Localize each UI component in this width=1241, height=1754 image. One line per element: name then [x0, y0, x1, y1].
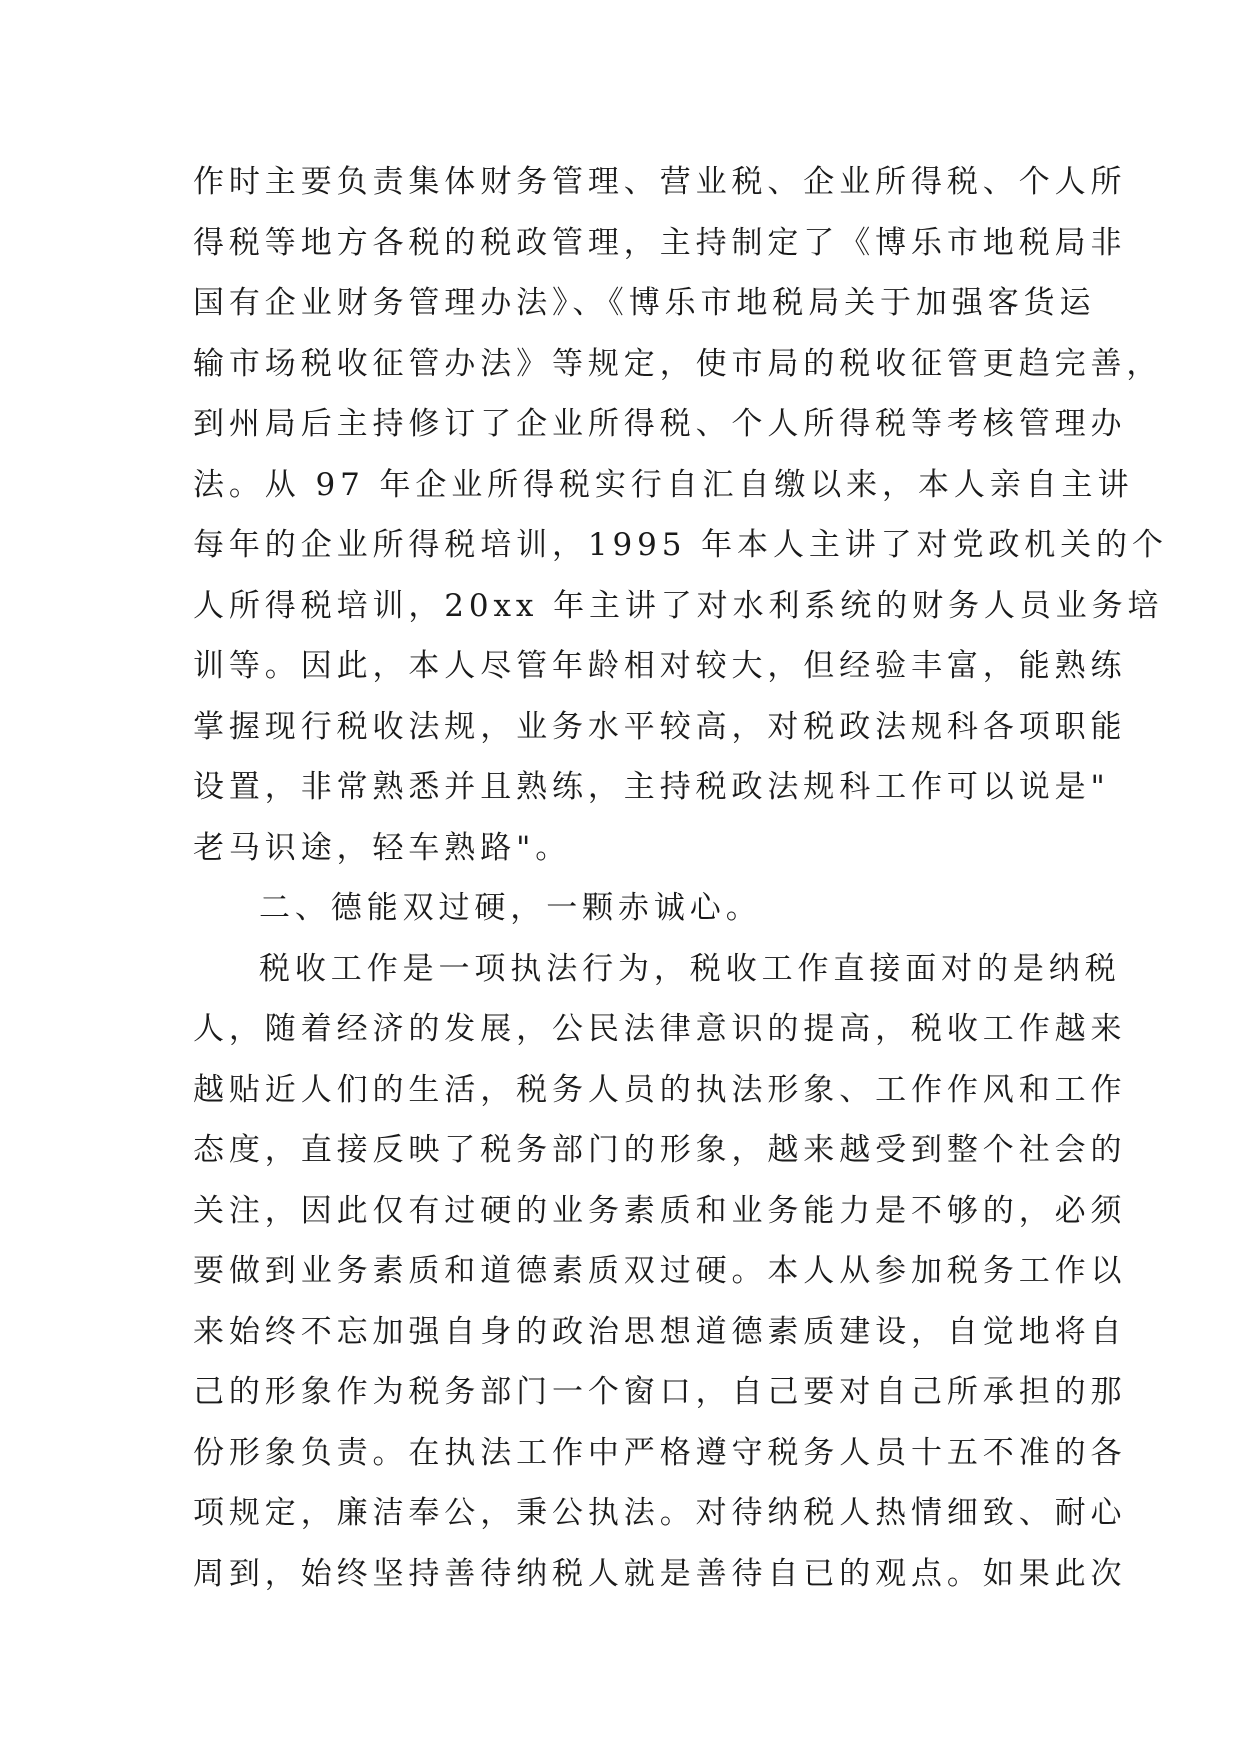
text-line: 设置，非常熟悉并且熟练，主持税政法规科工作可以说是": [193, 769, 1110, 805]
text-line: 老马识途，轻车熟路"。: [193, 829, 572, 866]
text-line: 到州局后主持修订了企业所得税、个人所得税等考核管理办: [193, 406, 1127, 442]
text-line: 关注，因此仅有过硬的业务素质和业务能力是不够的，必须: [193, 1192, 1127, 1229]
paragraph-first-line: 二、德能双过硬，一颗赤诚心。: [259, 890, 762, 926]
paragraph-first-line: 税收工作是一项执法行为，税收工作直接面对的是纳税: [259, 950, 1121, 987]
text-line: 每年的企业所得税培训，1995 年本人主讲了对党政机关的个: [193, 527, 1168, 563]
text-line: 输市场税收征管办法》等规定，使市局的税收征管更趋完善，: [193, 345, 1163, 382]
text-line: 项规定，廉洁奉公，秉公执法。对待纳税人热情细致、耐心: [193, 1495, 1127, 1531]
text-line: 态度，直接反映了税务部门的形象，越来越受到整个社会的: [193, 1132, 1127, 1168]
text-line: 周到，始终坚持善待纳税人就是善待自已的观点。如果此次: [193, 1555, 1127, 1592]
text-line: 掌握现行税收法规，业务水平较高，对税政法规科各项职能: [193, 708, 1127, 745]
text-line: 份形象负责。在执法工作中严格遵守税务人员十五不准的各: [193, 1434, 1127, 1471]
text-line: 来始终不忘加强自身的政治思想道德素质建设，自觉地将自: [193, 1313, 1127, 1350]
text-line: 法。从 97 年企业所得税实行自汇自缴以来，本人亲自主讲: [193, 466, 1134, 503]
text-line: 作时主要负责集体财务管理、营业税、企业所得税、个人所: [193, 164, 1127, 200]
body-text: [193, 152, 1168, 1604]
text-line: 得税等地方各税的税政管理，主持制定了《博乐市地税局非: [193, 224, 1127, 261]
text-line: 训等。因此，本人尽管年龄相对较大，但经验丰富，能熟练: [193, 648, 1127, 684]
text-line: 国有企业财务管理办法》、《博乐市地税局关于加强客货运: [193, 285, 1096, 321]
text-line: 要做到业务素质和道德素质双过硬。本人从参加税务工作以: [193, 1253, 1127, 1289]
text-line: 越贴近人们的生活，税务人员的执法形象、工作作风和工作: [193, 1071, 1127, 1108]
text-line: 人，随着经济的发展，公民法律意识的提高，税收工作越来: [193, 1011, 1127, 1047]
text-line: 人所得税培训，20xx 年主讲了对水利系统的财务人员业务培: [193, 587, 1164, 624]
text-line: 己的形象作为税务部门一个窗口，自己要对自己所承担的那: [193, 1374, 1127, 1410]
